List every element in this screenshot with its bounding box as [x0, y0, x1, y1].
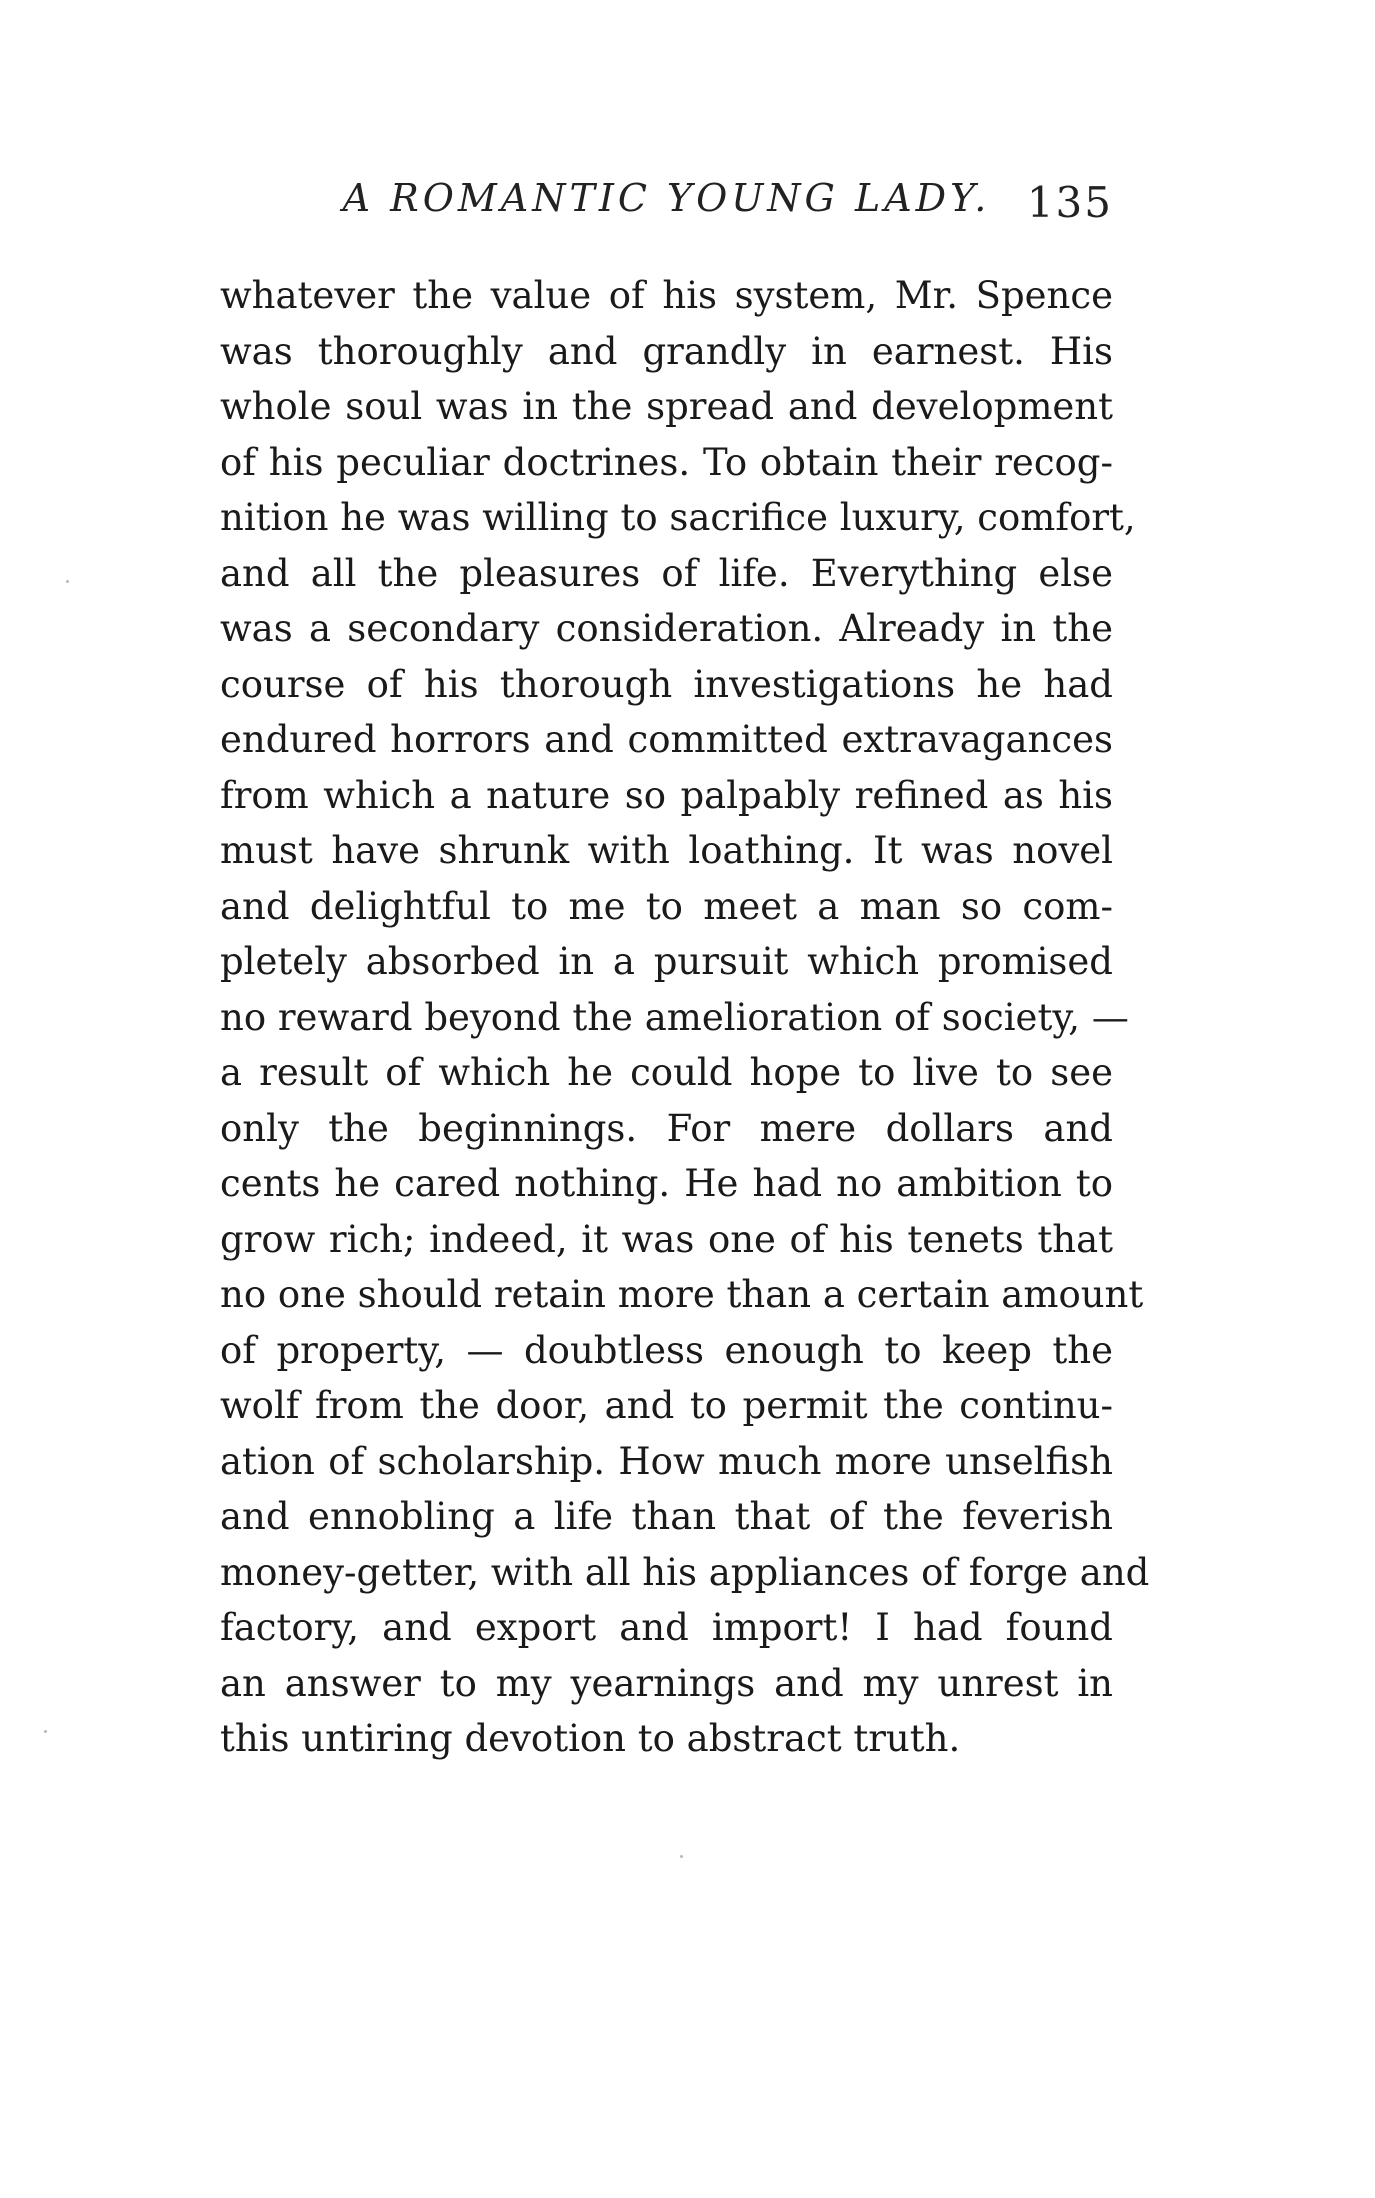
scan-speck [66, 580, 69, 583]
text-line: whole soul was in the spread and development [220, 385, 1113, 428]
text-line: money-getter, with all his appliances of forge and [220, 1550, 1150, 1594]
text-line: nition he was willing to sacrifice luxury, comfort, [220, 496, 1136, 539]
text-line: pletely absorbed in a pursuit which promised [220, 940, 1113, 983]
body-text [220, 268, 1150, 1767]
scan-speck [680, 1855, 683, 1858]
text-line: cents he cared nothing. He had no ambition to [220, 1162, 1113, 1205]
text-line: was thoroughly and grandly in earnest. His [220, 329, 1113, 373]
text-line: was a secondary consideration. Already in the [220, 607, 1113, 650]
text-line: from which a nature so palpably refined as his [220, 773, 1113, 817]
text-line: of property, — doubtless enough to keep the [220, 1328, 1113, 1372]
text-line: no reward beyond the amelioration of society, — [220, 995, 1129, 1039]
text-line: must have shrunk with loathing. It was novel [220, 829, 1113, 872]
scan-speck [44, 1730, 47, 1733]
text-line: course of his thorough investigations he had [220, 662, 1113, 706]
text-line: an answer to my yearnings and my unrest in [220, 1661, 1113, 1705]
running-title: A ROMANTIC YOUNG LADY. [342, 176, 991, 220]
text-line: no one should retain more than a certain amount [220, 1273, 1144, 1316]
running-head [220, 176, 1113, 236]
text-line: and all the pleasures of life. Everything else [220, 551, 1113, 595]
text-line: only the beginnings. For mere dollars and [220, 1106, 1113, 1150]
text-line: a result of which he could hope to live to see [220, 1051, 1113, 1094]
page-number: 135 [1026, 178, 1113, 227]
text-line: wolf from the door, and to permit the continu- [220, 1384, 1113, 1427]
text-line: ation of scholarship. How much more unselfish [220, 1439, 1113, 1483]
text-line: and ennobling a life than that of the feverish [220, 1495, 1113, 1538]
text-line: and delightful to me to meet a man so com- [220, 884, 1113, 928]
text-line-last: this untiring devotion to abstract truth. [220, 1717, 961, 1760]
text-line: endured horrors and committed extravagances [220, 718, 1113, 761]
text-line: whatever the value of his system, Mr. Spence [220, 274, 1113, 317]
text-line: factory, and export and import! I had found [220, 1606, 1113, 1649]
text-line: grow rich; indeed, it was one of his tenets that [220, 1217, 1113, 1261]
text-line: of his peculiar doctrines. To obtain their recog- [220, 440, 1113, 484]
